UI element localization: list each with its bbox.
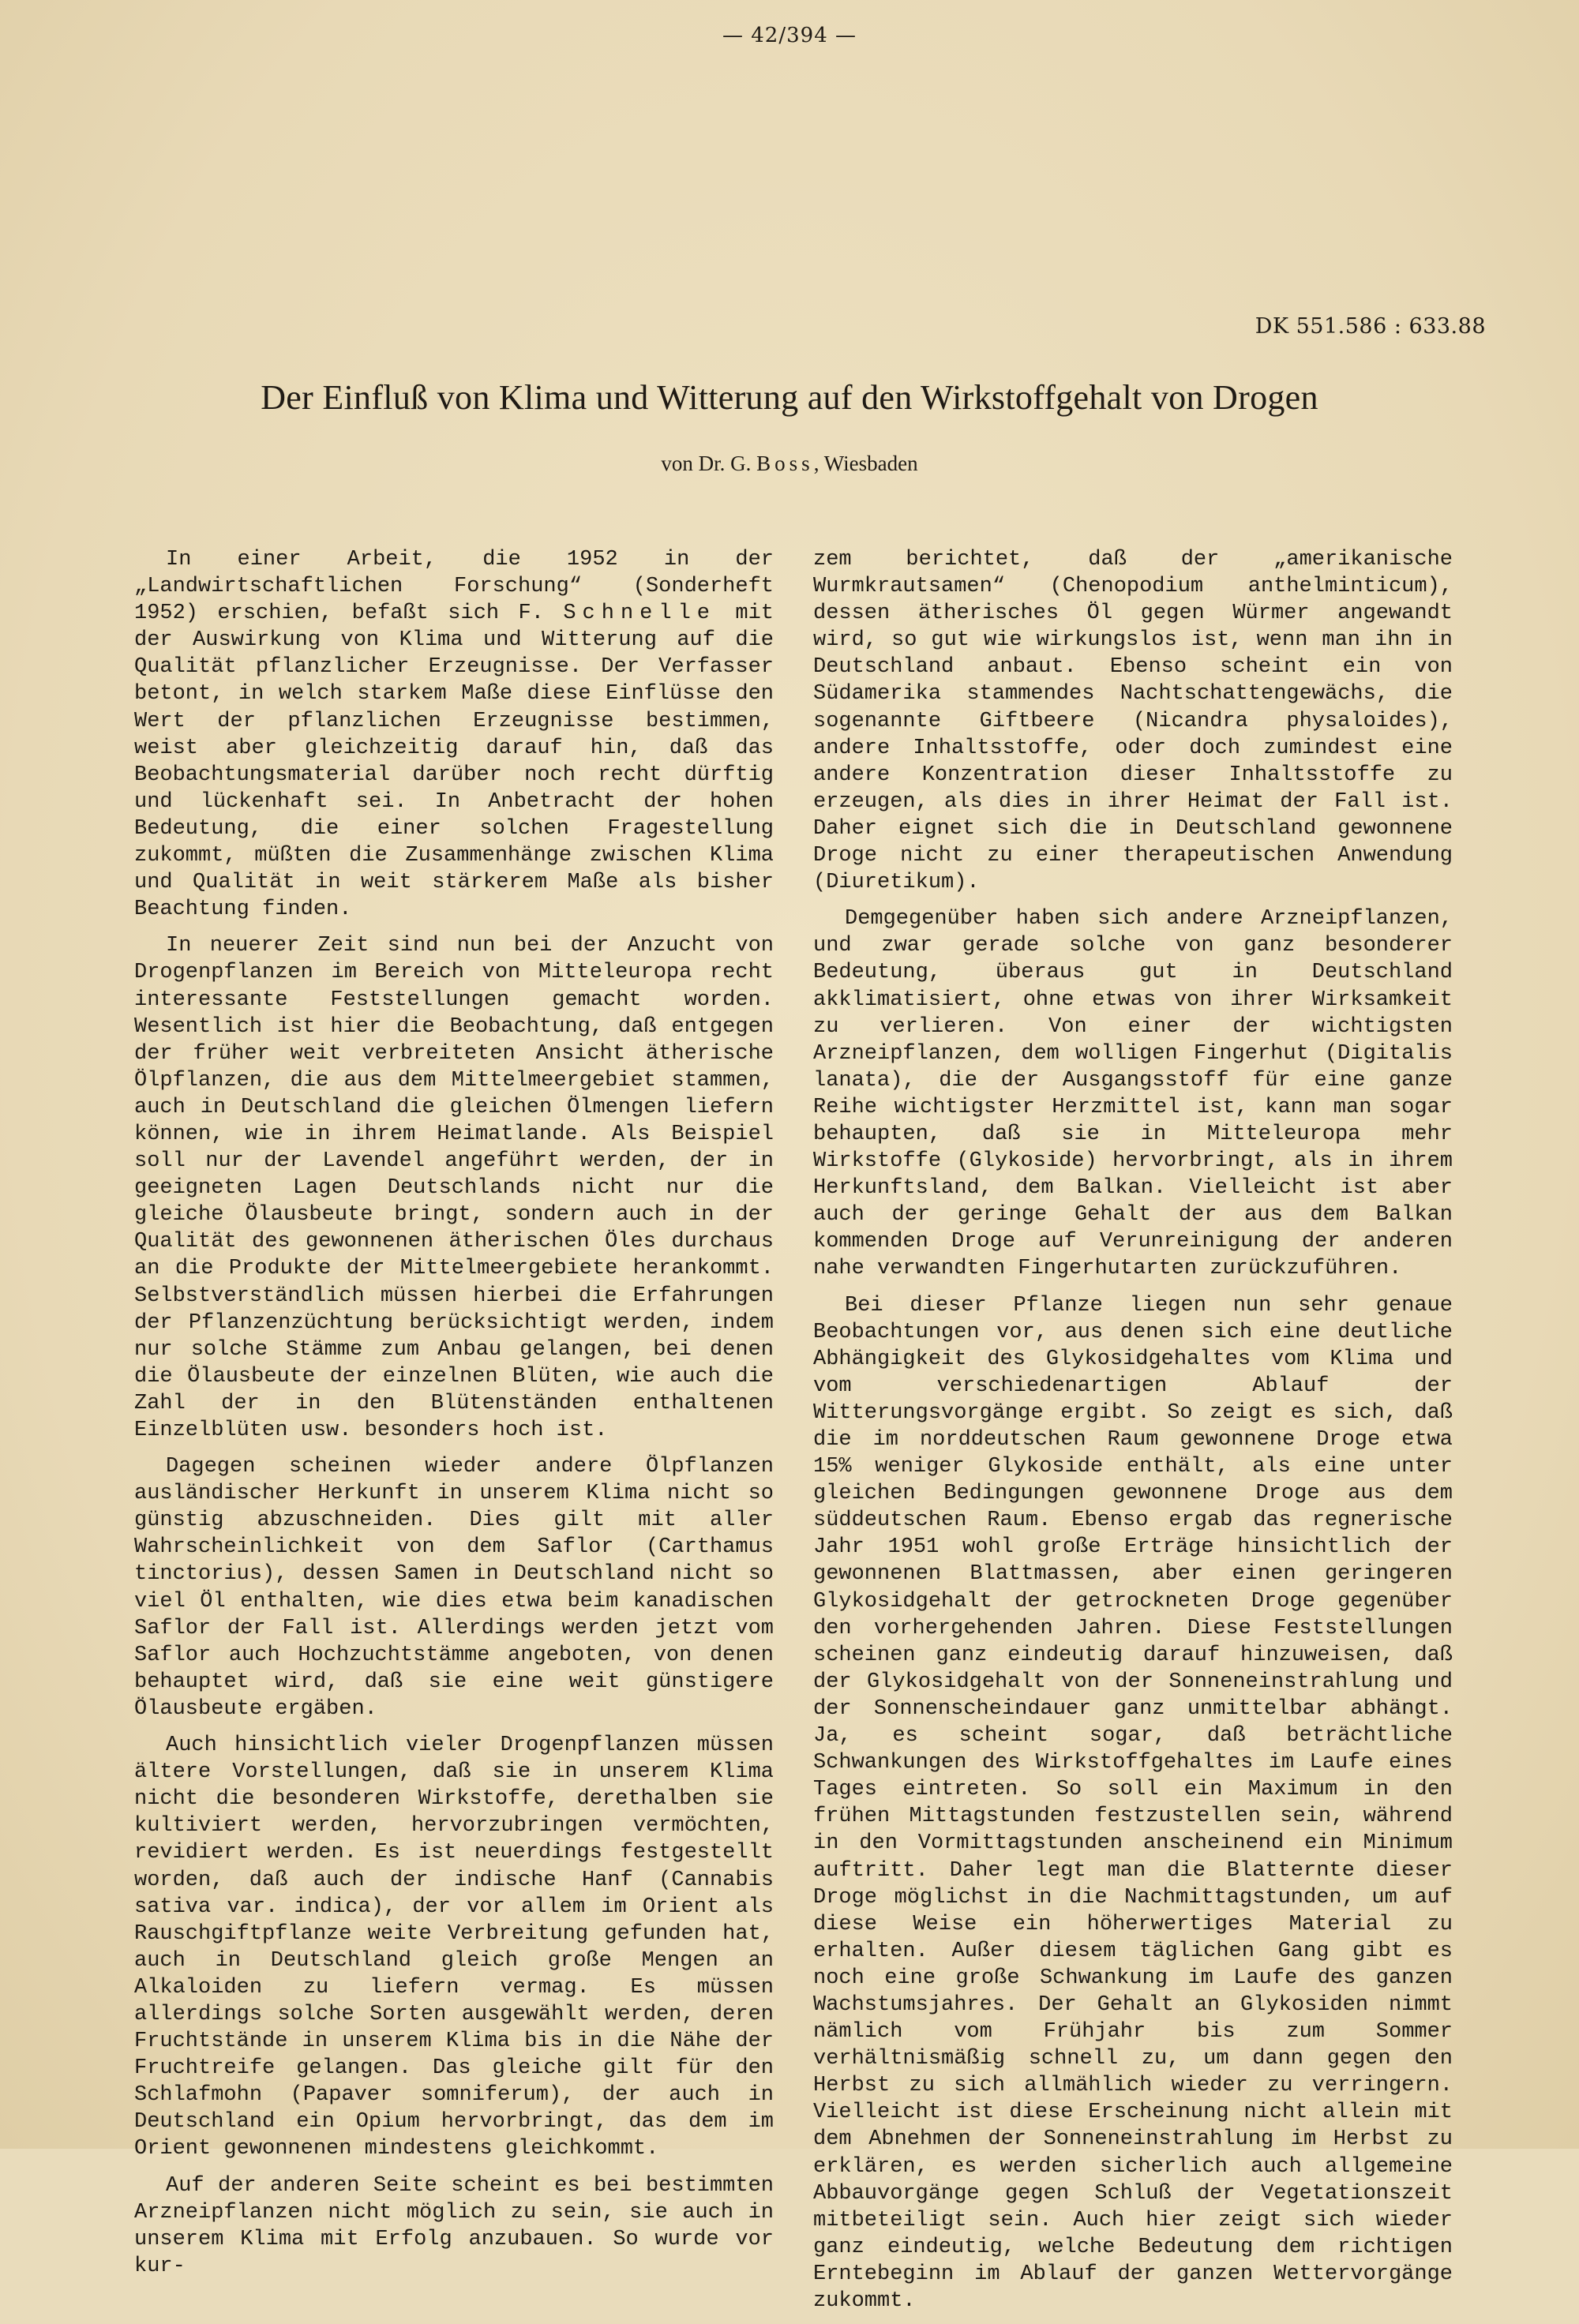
paragraph: Dagegen scheinen wieder andere Ölpflanzen ausländischer Herkunft in unserem Klima nicht so günstig abzuschneiden. Dies gilt mit aller Wahrscheinlichkeit von dem Saflor (Carthamus tinctorius), dessen Samen in Deutschland nicht so viel Öl enthalten, wie dies etwa beim kanadischen Saflor der Fall ist. Allerdings werden jetzt vom Saflor auch Hochzuchtstämme angeboten, von denen behauptet wird, daß sie eine weit günstigere Ölausbeute ergäben. — [134, 1455, 774, 1721]
paragraph-text: In einer Arbeit, die 1952 in der „Landwirtschaftlichen Forschung“ (Sonderheft 1952) erschien, befaßt sich F. — [134, 548, 774, 626]
right-column — [813, 546, 1453, 2324]
byline — [0, 452, 1579, 476]
classification-code: DK 551.586 : 633.88 — [1255, 314, 1486, 339]
paragraph — [134, 546, 774, 923]
byline-suffix: , Wiesbaden — [813, 452, 918, 475]
paragraph-text: mit der Auswirkung von Klima und Witterung auf die Qualität pflanzlicher Erzeugnisse. Der Verfasser betont, in welch starkem Maße diese Einflüsse den Wert der pflanzlichen Erzeugnisse bestimmen, weist aber gleichzeitig darauf hin, daß das Beobachtungsmaterial darüber noch recht dürftig und lückenhaft sei. In Anbetracht der hohen Bedeutung, die einer solchen Fragestellung zukommt, müßten die Zusammenhänge zwischen Klima und Qualität in weit stärkerem Maße als bisher Beachtung finden. — [134, 602, 774, 922]
paragraph: In neuerer Zeit sind nun bei der Anzucht von Drogenpflanzen im Bereich von Mitteleuropa recht interessante Feststellungen gemacht worden. Wesentlich ist hier die Beobachtung, daß entgegen der früher weit verbreiteten Ansicht ätherische Ölpflanzen, die aus dem Mittelmeergebiet stammen, auch in Deutschland die gleichen Ölmengen liefern können, wie in ihrem Heimatlande. Als Beispiel soll nur der Lavendel angeführt werden, der in geeigneten Lagen Deutschlands nicht nur die gleiche Ölausbeute bringt, sondern auch in der Qualität des gewonnenen ätherischen Öles durchaus an die Produkte der Mittelmeergebiete herankommt. Selbstverständlich müssen hierbei die Erfahrungen der Pflanzenzüchtung berücksichtigt werden, indem nur solche Stämme zum Anbau gelangen, bei denen die Ölausbeute der einzelnen Blüten, wie auch die Zahl der in den Blütenständen enthaltenen Einzelblüten usw. besonders hoch ist. — [134, 934, 774, 1442]
paragraph: Auch hinsichtlich vieler Drogenpflanzen müssen ältere Vorstellungen, daß sie in unserem Klima nicht die besonderen Wirkstoffe, derethalben sie kultiviert werden, hervorzubringen vermöchten, revidiert werden. Es ist neuerdings festgestellt worden, daß auch der indische Hanf (Cannabis sativa var. indica), der vor allem im Orient als Rauschgiftpflanze weite Verbreitung gefunden hat, auch in Deutschland gleich große Mengen an Alkaloiden zu liefern vermag. Es müssen allerdings solche Sorten ausgewählt werden, deren Fruchtstände in unserem Klima bis in die Nähe der Fruchtreife gelangen. Das gleiche gilt für den Schlafmohn (Papaver somniferum), der auch in Deutschland ein Opium hervorbringt, das dem im Orient gewonnenen mindestens gleichkommt. — [134, 1734, 774, 2161]
paragraph: Auf der anderen Seite scheint es bei bestimmten Arzneipflanzen nicht möglich zu sein, sie auch in unserem Klima mit Erfolg anzubauen. So wurde vor kur- — [134, 2173, 774, 2278]
author-name: Boss — [756, 452, 814, 475]
article-title: Der Einfluß von Klima und Witterung auf den Wirkstoffgehalt von Drogen — [261, 378, 1318, 417]
paragraph: Bei dieser Pflanze liegen nun sehr genaue Beobachtungen vor, aus denen sich eine deutliche Abhängigkeit des Glykosidgehaltes vom Klima und vom verschiedenartigen Ablauf der Witterungsvorgänge ergibt. So zeigt es sich, daß die im norddeutschen Raum gewonnene Droge etwa 15% weniger Glykoside enthält, als eine unter gleichen Bedingungen gewonnene Droge aus dem süddeutschen Raum. Ebenso ergab das regnerische Jahr 1951 wohl große Erträge hinsichtlich der gewonnenen Blattmassen, aber einen geringeren Glykosidgehalt der getrockneten Droge gegenüber den vorhergehenden Jahren. Diese Feststellungen scheinen ganz eindeutig darauf hinzuweisen, daß der Glykosidgehalt von der Sonneneinstrahlung und der Sonnenscheindauer ganz unmittelbar abhängt. Ja, es scheint sogar, daß beträchtliche Schwankungen des Wirkstoffgehaltes im Laufe eines Tages eintreten. So soll ein Maximum in den frühen Mittagstunden festzustellen sein, während in den Vormittagstunden anscheinend ein Minimum auftritt. Daher legt man die Blatternte dieser Droge möglichst in die Nachmittagstunden, um auf diese Weise ein höherwertiges Material zu erhalten. Außer diesem täglichen Gang gibt es noch eine große Schwankung im Laufe des ganzen Wachstumsjahres. Der Gehalt an Glykosiden nimmt nämlich vom Frühjahr bis zum Sommer verhältnismäßig schnell zu, um dann gegen den Herbst zu sich allmählich wieder zu verringern. Vielleicht ist diese Erscheinung nicht allein mit dem Abnehmen der Sonneneinstrahlung im Herbst zu erklären, es werden sicherlich auch allgemeine Abbauvorgänge gegen Schluß der Vegetationszeit mitbeteiligt sein. Auch hier zeigt sich wieder ganz eindeutig, welche Bedeutung dem richtigen Erntebeginn im Ablauf der ganzen Wettervorgänge zukommt. — [813, 1293, 1453, 2313]
paragraph: zem berichtet, daß der „amerikanische Wurmkrautsamen“ (Chenopodium anthelminticum), dessen ätherisches Öl gegen Würmer angewandt wird, so gut wie wirkungslos ist, wenn man ihn in Deutschland anbaut. Ebenso scheint ein von Südamerika stammendes Nachtschattengewächs, die sogenannte Giftbeere (Nicandra physaloides), andere Inhaltsstoffe, oder doch zumindest eine andere Konzentration dieser Inhaltsstoffe zu erzeugen, als dies in ihrer Heimat der Fall ist. Daher eignet sich die in Deutschland gewonnene Droge nicht zu einer therapeutischen Anwendung (Diuretikum). — [813, 548, 1453, 895]
cited-author: Schnelle — [563, 602, 716, 626]
page-number: — 42/394 — — [722, 24, 857, 47]
left-column — [134, 546, 774, 2289]
byline-prefix: von Dr. G. — [661, 452, 752, 475]
paragraph: Demgegenüber haben sich andere Arzneipflanzen, und zwar gerade solche von ganz besonderer Bedeutung, überaus gut in Deutschland akklimatisiert, ohne etwas von ihrer Wirksamkeit zu verlieren. Von einer der wichtigsten Arzneipflanzen, dem wolligen Fingerhut (Digitalis lanata), die der Ausgangsstoff für eine ganze Reihe wichtigster Herzmittel ist, kann man sogar behaupten, daß sie in Mitteleuropa mehr Wirkstoffe (Glykoside) hervorbringt, als in ihrem Herkunftsland, dem Balkan. Vielleicht ist aber auch der geringe Gehalt der aus dem Balkan kommenden Droge auf Verunreinigung der anderen nahe verwandten Fingerhutarten zurückzuführen. — [813, 907, 1453, 1281]
